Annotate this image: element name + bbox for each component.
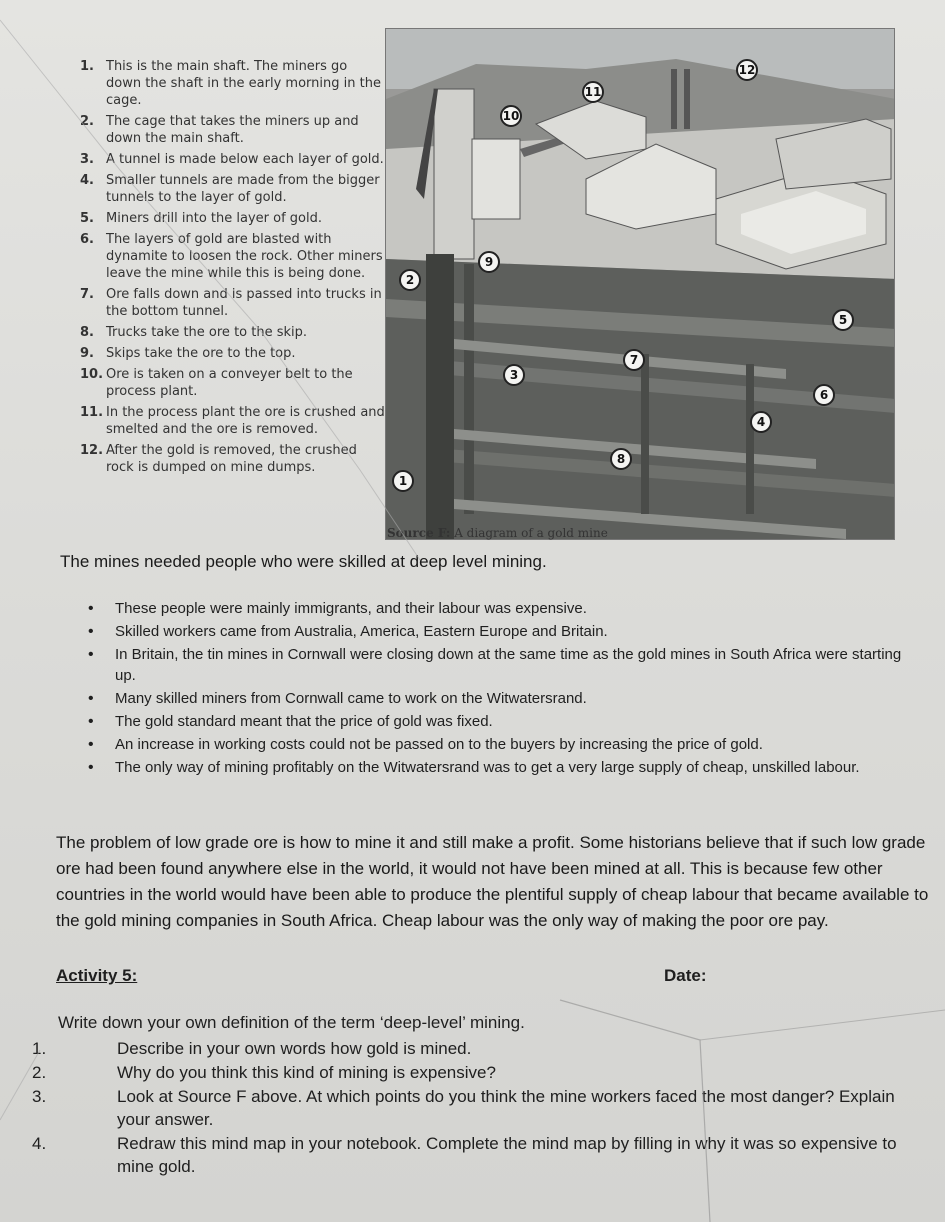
diagram-marker-8: 8 bbox=[610, 448, 632, 470]
list-item: • Skilled workers came from Australia, America, Eastern Europe and Britain. bbox=[88, 623, 608, 640]
list-item: 11. In the process plant the ore is crushed and smelted and the ore is removed. bbox=[80, 405, 385, 437]
diagram-marker-10: 10 bbox=[500, 105, 522, 127]
bullet-icon: • bbox=[88, 600, 94, 617]
intro-sentence: The mines needed people who were skilled at deep level mining. bbox=[60, 552, 547, 571]
list-item: 2. Why do you think this kind of mining is expensive? bbox=[32, 1063, 496, 1082]
gold-mine-diagram bbox=[385, 28, 895, 540]
activity-instruction: Write down your own definition of the term ‘deep-level’ mining. bbox=[58, 1013, 525, 1032]
diagram-caption bbox=[387, 526, 608, 540]
diagram-marker-1: 1 bbox=[392, 470, 414, 492]
list-item: 8. Trucks take the ore to the skip. bbox=[80, 325, 308, 340]
list-item: 10. Ore is taken on a conveyer belt to the process plant. bbox=[80, 367, 353, 399]
bullet-list bbox=[88, 598, 918, 780]
list-item: • An increase in working costs could not be passed on to the buyers by increasing the price of gold. bbox=[88, 736, 763, 753]
diagram-marker-7: 7 bbox=[623, 349, 645, 371]
diagram-marker-2: 2 bbox=[399, 269, 421, 291]
list-item: 3. A tunnel is made below each layer of gold. bbox=[80, 152, 384, 167]
diagram-marker-11: 11 bbox=[582, 81, 604, 103]
list-item: 4. Redraw this mind map in your notebook. Complete the mind map by filling in why it was so expensive to mine gold. bbox=[32, 1134, 897, 1176]
source-steps-list bbox=[80, 58, 385, 480]
list-item: 6. The layers of gold are blasted with dynamite to loosen the rock. Other miners leave the mine while this is being done. bbox=[80, 232, 383, 281]
list-item: • The gold standard meant that the price of gold was fixed. bbox=[88, 713, 493, 730]
list-item: 1. This is the main shaft. The miners go down the shaft in the early morning in the cage. bbox=[80, 59, 381, 108]
diagram-marker-9: 9 bbox=[478, 251, 500, 273]
date-label: Date: bbox=[664, 966, 707, 985]
gold-mine-illustration bbox=[386, 29, 895, 540]
diagram-marker-6: 6 bbox=[813, 384, 835, 406]
list-item: 9. Skips take the ore to the top. bbox=[80, 346, 296, 361]
question-list bbox=[32, 1037, 922, 1179]
caption-text: A diagram of a gold mine bbox=[454, 526, 608, 540]
list-item: 7. Ore falls down and is passed into trucks in the bottom tunnel. bbox=[80, 287, 382, 319]
diagram-marker-5: 5 bbox=[832, 309, 854, 331]
list-item: 4. Smaller tunnels are made from the bigger tunnels to the layer of gold. bbox=[80, 173, 380, 205]
bullet-icon: • bbox=[88, 646, 94, 663]
diagram-marker-12: 12 bbox=[736, 59, 758, 81]
list-item: 2. The cage that takes the miners up and down the main shaft. bbox=[80, 114, 359, 146]
activity-title: Activity 5: bbox=[56, 966, 138, 985]
body-paragraph: The problem of low grade ore is how to mine it and still make a profit. Some historians believe that if such low grade ore had been found anywhere else in the world, it would not have been mined at all. This is because few other countries in the world would have been able to produce the plentiful supply of cheap labour that became available to the gold mining companies in South Africa. Cheap labour was the only way of making the poor ore pay. bbox=[56, 833, 929, 930]
bullet-icon: • bbox=[88, 623, 94, 640]
bullet-icon: • bbox=[88, 736, 94, 753]
list-item: • The only way of mining profitably on the Witwatersrand was to get a very large supply of cheap, unskilled labour. bbox=[88, 759, 860, 776]
diagram-marker-4: 4 bbox=[750, 411, 772, 433]
list-item: 5. Miners drill into the layer of gold. bbox=[80, 211, 322, 226]
list-item: • These people were mainly immigrants, and their labour was expensive. bbox=[88, 600, 587, 617]
bullet-icon: • bbox=[88, 759, 94, 776]
list-item: 1. Describe in your own words how gold is mined. bbox=[32, 1039, 472, 1058]
caption-label: Source F: bbox=[387, 526, 451, 540]
bullet-icon: • bbox=[88, 690, 94, 707]
bullet-icon: • bbox=[88, 713, 94, 730]
list-item: • Many skilled miners from Cornwall came to work on the Witwatersrand. bbox=[88, 690, 587, 707]
list-item: 3. Look at Source F above. At which points do you think the mine workers faced the most danger? Explain your answer. bbox=[32, 1087, 895, 1129]
list-item: 12. After the gold is removed, the crushed rock is dumped on mine dumps. bbox=[80, 443, 357, 475]
diagram-marker-3: 3 bbox=[503, 364, 525, 386]
list-item: • In Britain, the tin mines in Cornwall were closing down at the same time as the gold mines in South Africa were starting up. bbox=[88, 646, 902, 684]
